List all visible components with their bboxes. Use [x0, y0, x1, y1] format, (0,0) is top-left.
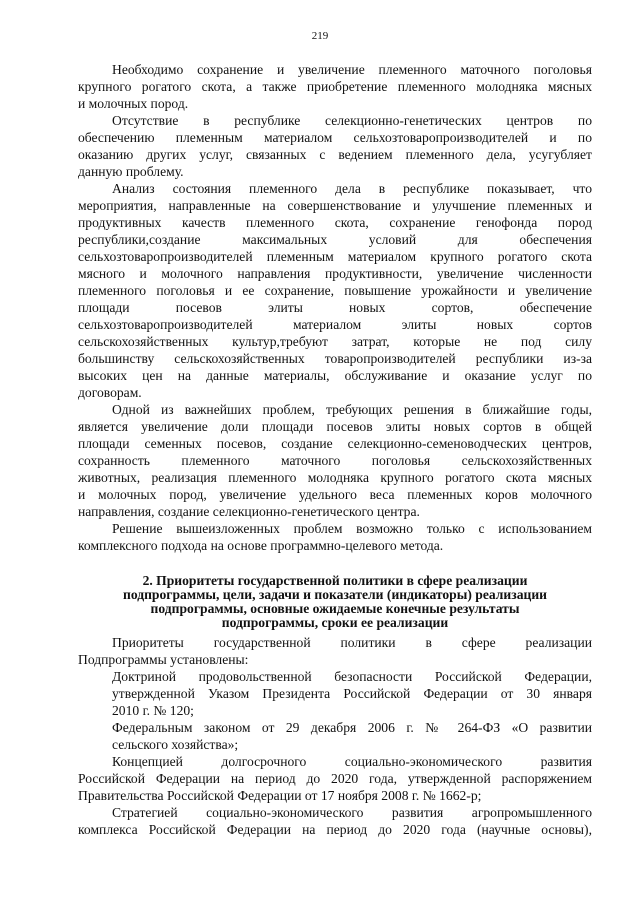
text-line: продуктивных качеств племенного скота, сохранение генофонда пород — [78, 215, 592, 230]
page-number: 219 — [311, 30, 329, 42]
text-line: Необходимо сохранение и увеличение племенного маточного поголовья — [112, 62, 592, 77]
text-line: Отсутствие в республике селекционно-генетических центров по — [112, 113, 592, 128]
text-line: и молочных пород. — [78, 96, 189, 111]
text-line: Приоритеты государственной политики в сфере реализации — [112, 635, 592, 650]
text-line: площади семенных посевов, создание селекционно-семеноводческих центров, — [78, 436, 592, 451]
text-line: сельхозтоваропроизводителей материалом элиты новых сортов — [78, 317, 592, 332]
text-line: мероприятия, направленные на совершенствование и улучшение племенных и — [78, 198, 592, 213]
text-line: комплекса Российской Федерации на период до 2020 года (научные основы), — [78, 822, 592, 837]
text-line: 2010 г. № 120; — [112, 703, 194, 718]
text-line: является увеличение доли площади посевов элиты новых сортов в общей — [78, 419, 592, 434]
text-line: данную проблему. — [78, 164, 184, 179]
text-line: Анализ состояния племенного дела в республике показывает, что — [112, 181, 592, 196]
text-line: Правительства Российской Федерации от 17 ноября 2008 г. № 1662-р; — [78, 788, 482, 803]
heading-line: подпрограммы, цели, задачи и показатели (индикаторы) реализации — [122, 587, 548, 602]
text-line: сельского хозяйства»; — [112, 737, 239, 752]
text-line: договорам. — [78, 385, 142, 400]
text-line: Одной из важнейших проблем, требующих решения в ближайшие годы, — [112, 402, 592, 417]
text-line: мясного и молочного направления продуктивности, увеличение численности — [78, 266, 592, 281]
text-line: комплексного подхода на основе программно-целевого метода. — [78, 538, 444, 553]
text-line: обеспечению племенным материалом сельхозтоваропроизводителей и по — [78, 130, 592, 145]
text-line: высоких цен на данные материалы, обслуживание и оказание услуг по — [78, 368, 592, 383]
text-line: большинству сельскохозяйственных товаропроизводителей республики из-за — [78, 351, 592, 366]
text-line: направления, создание селекционно-генетического центра. — [78, 504, 420, 519]
text-line: сохранность племенного маточного поголовья сельскохозяйственных — [78, 453, 592, 468]
text-line: племенного поголовья и ее сохранение, повышение урожайности и увеличение — [78, 283, 592, 298]
text-line: сельхозтоваропроизводителей племенным материалом крупного рогатого скота — [78, 249, 592, 264]
text-line: Стратегией социально-экономического развития агропромышленного — [112, 805, 592, 820]
text-line: оказанию других услуг, связанных с ведением племенного дела, усугубляет — [78, 147, 592, 162]
text-line: республики,создание максимальных условий для обеспечения — [78, 232, 592, 247]
text-line: Российской Федерации на период до 2020 года, утвержденной распоряжением — [78, 771, 592, 786]
text-line: и молочных пород, увеличение удельного веса племенных коров молочного — [78, 487, 592, 502]
text-line: утвержденной Указом Президента Российской Федерации от 30 января — [112, 686, 592, 701]
heading-line: подпрограммы, сроки ее реализации — [221, 615, 449, 630]
text-line: животных, реализация племенного молодняка крупного рогатого скота мясных — [78, 470, 592, 485]
heading-line: 2. Приоритеты государственной политики в сфере реализации — [142, 573, 528, 588]
text-line: Концепцией долгосрочного социально-экономического развития — [112, 754, 592, 769]
heading-line: подпрограммы, основные ожидаемые конечные результаты — [150, 601, 520, 616]
text-line: крупного рогатого скота, а также приобретение племенного молодняка мясных — [78, 79, 592, 94]
text-line: Решение вышеизложенных проблем возможно только с использованием — [112, 521, 592, 536]
text-line: Подпрограммы установлены: — [78, 652, 249, 667]
text-line: площади посевов элиты новых сортов, обеспечение — [78, 300, 592, 315]
text-line: сельскохозяйственных культур,требуют затрат, которые не под силу — [78, 334, 592, 349]
text-line: Федеральным законом от 29 декабря 2006 г. № 264-ФЗ «О развитии — [112, 720, 592, 735]
text-line: Доктриной продовольственной безопасности Российской Федерации, — [112, 669, 592, 684]
